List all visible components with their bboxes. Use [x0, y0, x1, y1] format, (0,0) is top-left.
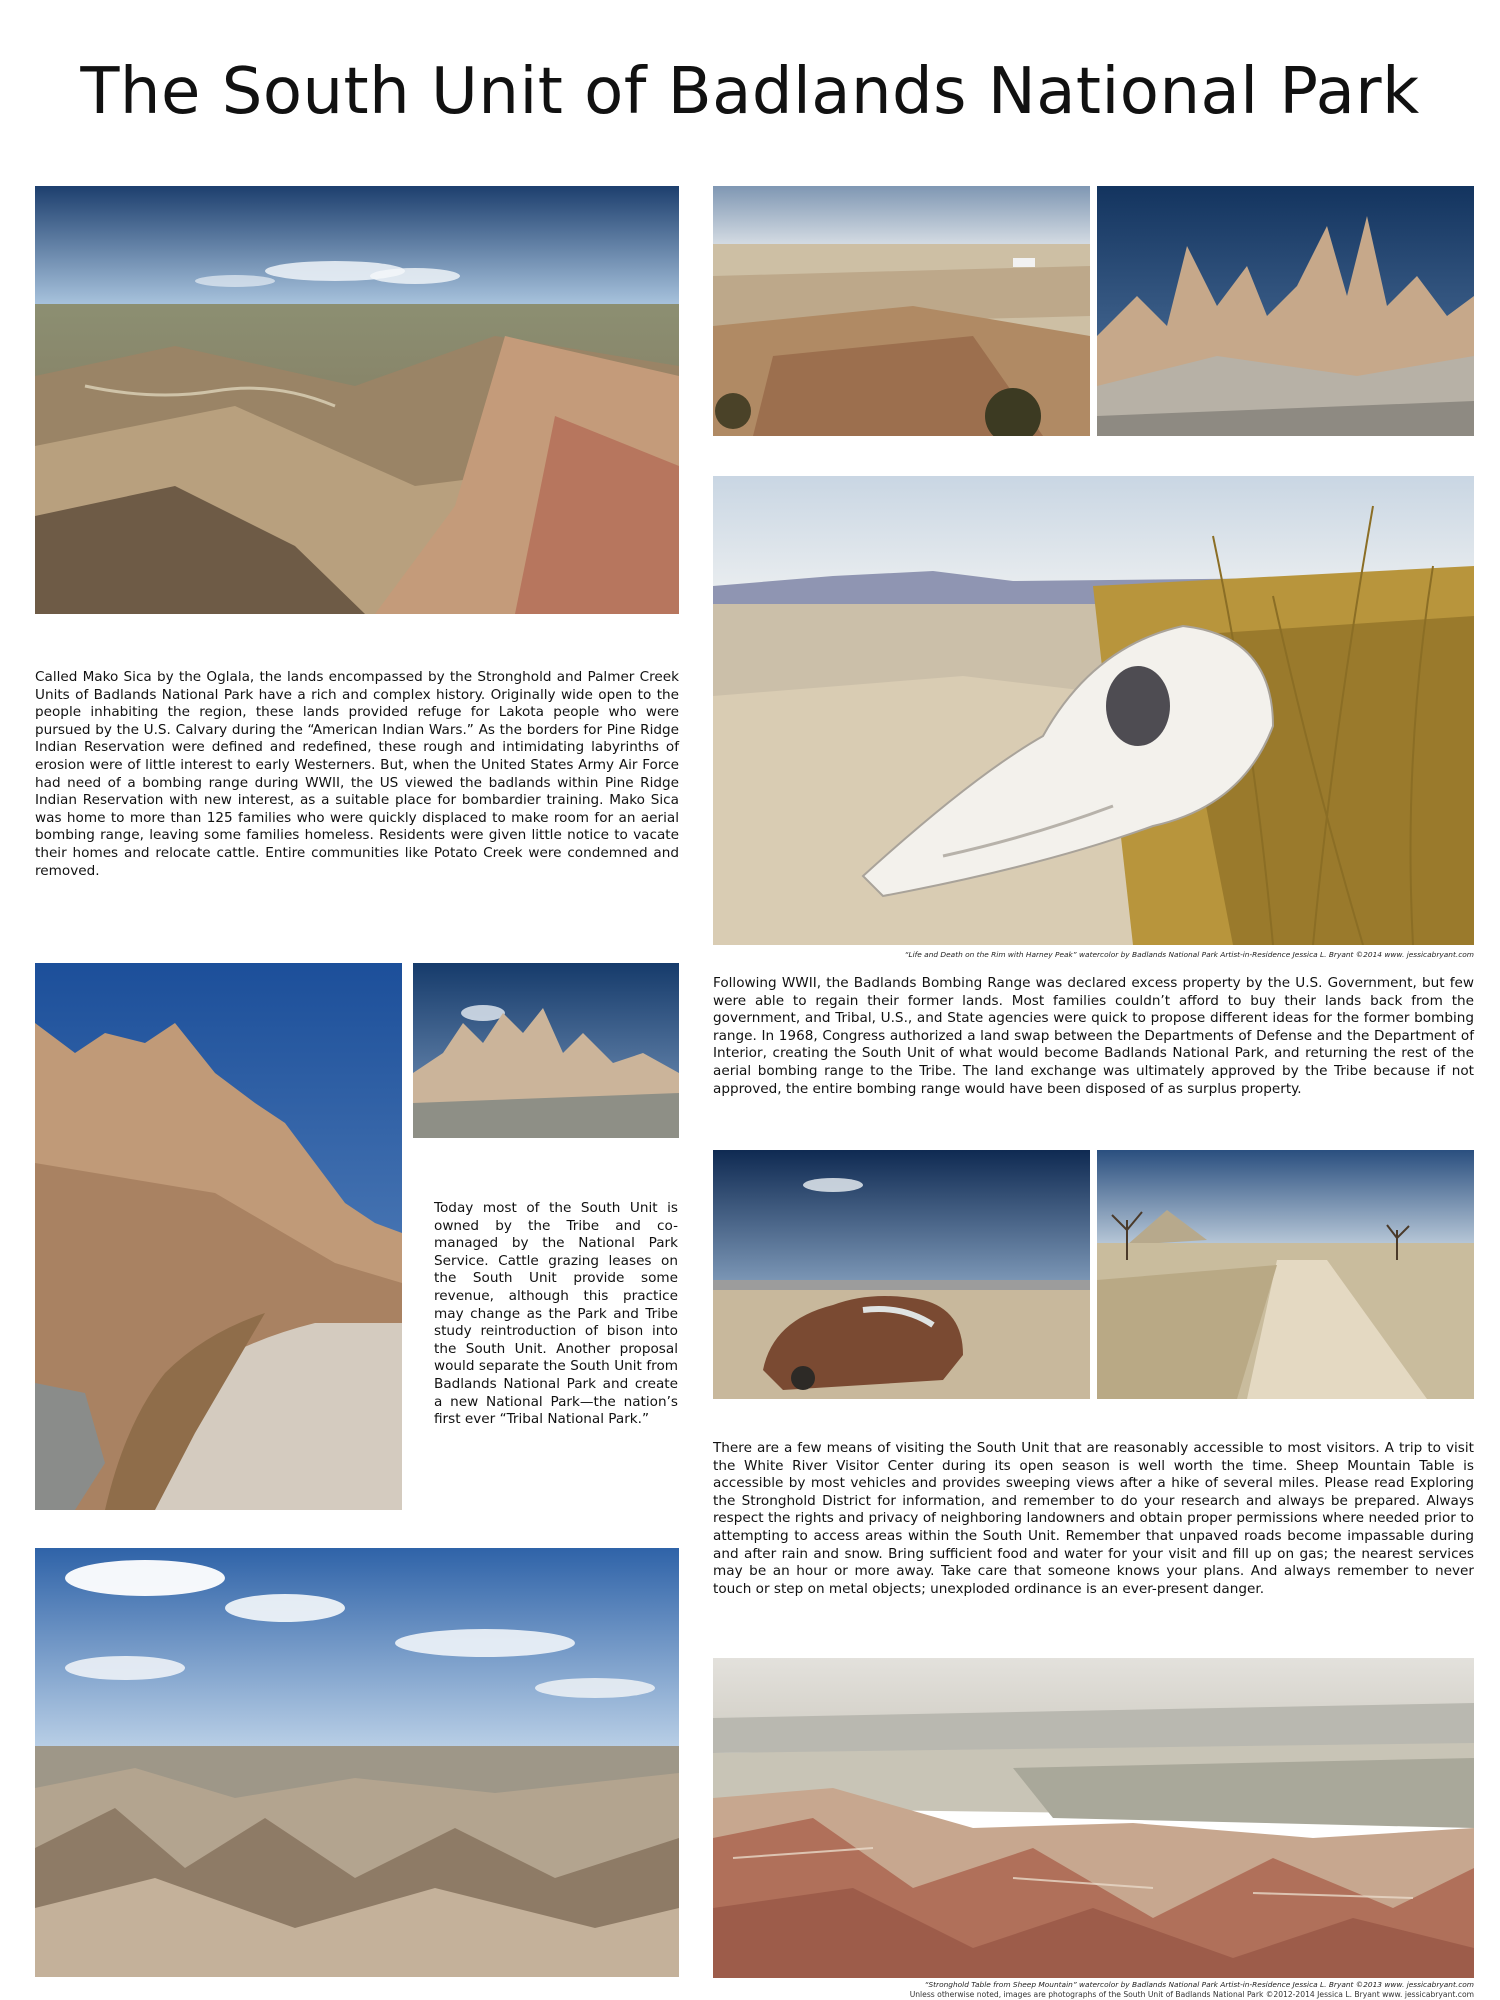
photo-cliff-creek	[35, 963, 402, 1510]
caption-skull-title: “Life and Death on the Rim with Harney Peak”	[904, 950, 1077, 959]
caption-skull-credit: watercolor by Badlands National Park Artist-in-Residence Jessica L. Bryant ©2014 www. jessicabryant.com	[1076, 950, 1474, 959]
photo-badlands-panorama	[35, 1548, 679, 1977]
photo-grassland-vehicle	[713, 186, 1090, 436]
photo-abandoned-car	[713, 1150, 1090, 1399]
paragraph-visiting: There are a few means of visiting the South Unit that are reasonably accessible to most visitors. A trip to visit the White River Visitor Center during its open season is well worth the time. Sheep Mountain Table is accessible by most vehicles and provides sweeping views after a hike of several miles. Please read Exploring the Stronghold District for information, and remember to do your research and always be prepared. Always respect the rights and privacy of neighboring landowners and obtain proper permissions where needed prior to attempting to access areas within the South Unit. Remember that unpaved roads become impassable during and after rain and snow. Bring sufficient food and water for your visit and fill up on gas; the nearest services may be an hour or more away. Take care that someone knows your plans. And always remember to never touch or step on metal objects; unexploded ordinance is an ever-present danger.	[713, 1440, 1474, 1597]
caption-stronghold-credit: watercolor by Badlands National Park Artist-in-Residence Jessica L. Bryant ©2013 www. jessicabryant.com	[1076, 1980, 1474, 1989]
paragraph-today: Today most of the South Unit is owned by the Tribe and co-managed by the National Park Service. Cattle grazing leases on the South Unit provide some revenue, although this practice may change as the Park and Tribe study reintroduction of bison into the South Unit. Another proposal would separate the South Unit from Badlands National Park and create a new National Park—the nation’s first ever “Tribal National Park.”	[434, 1200, 678, 1428]
paragraph-bombing-range: Following WWII, the Badlands Bombing Range was declared excess property by the U.S. Government, but few were able to regain their former lands. Most families couldn’t afford to buy their lands back from the government, and Tribal, U.S., and State agencies were quick to propose different ideas for the former bombing range. In 1968, Congress authorized a land swap between the Departments of Defense and the Department of Interior, creating the South Unit of what would become Badlands National Park, and returning the rest of the aerial bombing range to the Tribe. The land exchange was ultimately approved by the Tribe because if not approved, the entire bombing range would have been disposed of as surplus property.	[713, 975, 1474, 1097]
photo-spires	[1097, 186, 1474, 436]
paragraph-history: Called Mako Sica by the Oglala, the lands encompassed by the Stronghold and Palmer Creek Units of Badlands National Park have a rich and complex history. Originally wide open to the people inhabiting the region, these lands provided refuge for Lakota people who were pursued by the U.S. Calvary during the “American Indian Wars.” As the borders for Pine Ridge Indian Reservation were defined and redefined, these rough and intimidating labyrinths of erosion were of little interest to early Westerners. But, when the United States Army Air Force had need of a bombing range during WWII, the US viewed the badlands within Pine Ridge Indian Reservation with new interest, as a suitable place for bombardier training. Mako Sica was home to more than 125 families who were quickly displaced to make room for an aerial bombing range, leaving some families homeless. Residents were given little notice to vacate their homes and relocate cattle. Entire communities like Potato Creek were condemned and removed.	[35, 669, 679, 879]
caption-skull-painting	[905, 950, 1474, 960]
painting-stronghold-table	[713, 1658, 1474, 1978]
painting-skull-harney-peak	[713, 476, 1474, 945]
photo-dirt-road	[1097, 1150, 1474, 1399]
caption-stronghold-painting	[925, 1980, 1474, 1990]
footer-credit: Unless otherwise noted, images are photographs of the South Unit of Badlands National Park ©2012-2014 Jessica L. Bryant www. jessicabryant.com	[909, 1990, 1474, 1999]
caption-stronghold-title: “Stronghold Table from Sheep Mountain”	[924, 1980, 1077, 1989]
page-title: The South Unit of Badlands National Park	[80, 55, 1420, 129]
photo-overlook-panorama	[35, 186, 679, 614]
photo-hoodoos	[413, 963, 679, 1138]
